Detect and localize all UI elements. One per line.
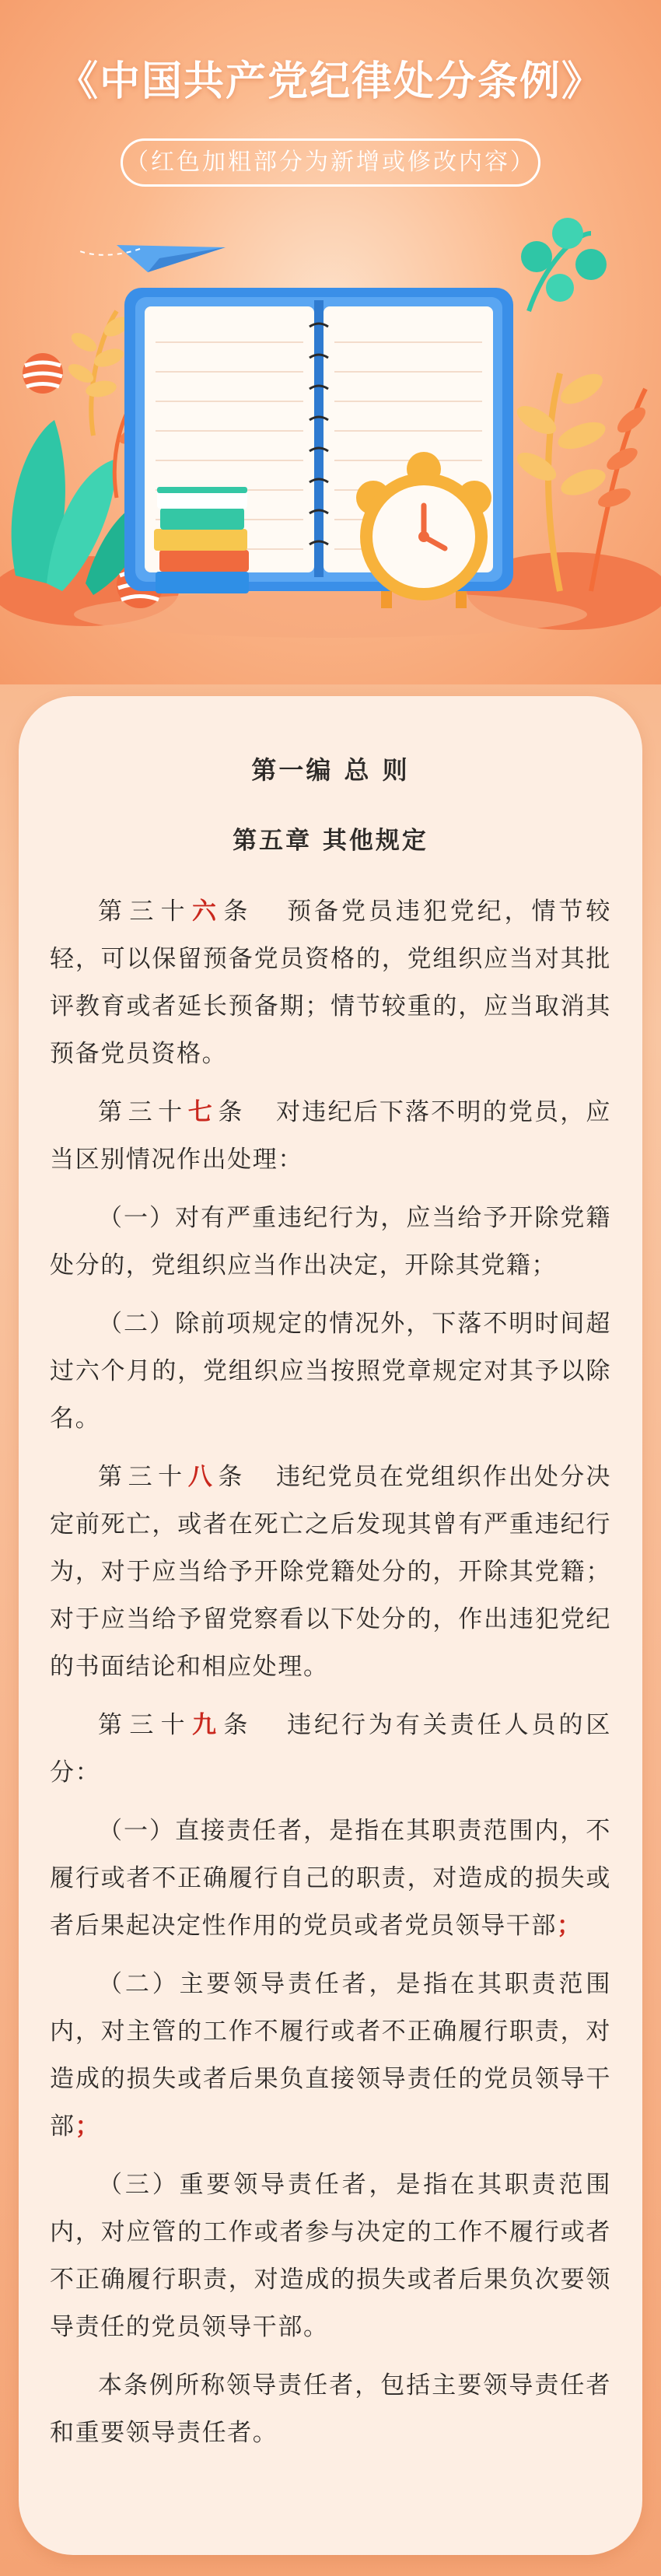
part-title: 第一编 总 则 xyxy=(251,755,410,785)
article-39-item-1: （一）直接责任者，是指在其职责范围内，不履行或者不正确履行自己的职责，对造成的损失或者后果起决定性作用的党员或者党员领导干部； xyxy=(50,1817,611,1940)
article-37 xyxy=(50,1089,611,1184)
content-card xyxy=(19,696,642,2555)
subtitle-badge: （红色加粗部分为新增或修改内容） xyxy=(121,138,540,187)
article-37-item-2: （二）除前项规定的情况外，下落不明时间超过六个月的，党组织应当按照党章规定对其予以除名。 xyxy=(50,1310,611,1433)
regulation-text xyxy=(50,751,611,2468)
article-39-item-3: （三）重要领导责任者，是指在其职责范围内，对应管的工作或者参与决定的工作不履行或者不正确履行职责，对造成的损失或者后果负次要领导责任的党员领导干部。 xyxy=(50,2171,611,2341)
modified-mark: ； xyxy=(557,1912,582,1940)
modified-mark: ； xyxy=(75,2112,101,2140)
article-38 xyxy=(50,1454,611,1691)
article-body: 预备党员违犯党纪，情节较轻，可以保留预备党员资格的，党组织应当对其批评教育或者延长预备期；情节较重的，应当取消其预备党员资格。 xyxy=(50,898,612,1068)
article-39 xyxy=(50,1702,611,1797)
article-body: 对违纪后下落不明的党员，应当区别情况作出处理： xyxy=(50,1098,611,1174)
book-stack-icon xyxy=(154,487,249,593)
article-label: 第三十八条 xyxy=(98,1463,248,1491)
article-label: 第三十六条 xyxy=(98,898,255,926)
chapter-title: 第五章 其他规定 xyxy=(233,827,428,855)
article-label: 第三十九条 xyxy=(98,1711,255,1739)
article-37-item-1: （一）对有严重违纪行为，应当给予开除党籍处分的，党组织应当作出决定，开除其党籍； xyxy=(50,1204,611,1279)
article-body: 违纪行为有关责任人员的区分： xyxy=(50,1711,612,1787)
page-title: 《中国共产党纪律处分条例》 xyxy=(57,58,603,105)
striped-ball-icon xyxy=(23,353,63,394)
hero-banner xyxy=(0,0,661,684)
article-39-item-2: （二）主要领导责任者，是指在其职责范围内，对主管的工作不履行或者不正确履行职责，对造成的损失或者后果负直接领导责任的党员领导干部； xyxy=(50,1970,611,2140)
article-body: 违纪党员在党组织作出处分决定前死亡，或者在死亡之后发现其曾有严重违纪行为，对于应当给予开除党籍处分的，开除其党籍；对于应当给予留党察看以下处分的，作出违犯党纪的书面结论和相应处理。 xyxy=(50,1463,611,1681)
leaf-plant-icon xyxy=(512,218,649,591)
paper-plane-icon xyxy=(78,245,226,272)
article-label: 第三十七条 xyxy=(98,1098,248,1126)
article-36 xyxy=(50,888,611,1078)
article-39-note: 本条例所称领导责任者，包括主要领导责任者和重要领导责任者。 xyxy=(50,2371,611,2447)
